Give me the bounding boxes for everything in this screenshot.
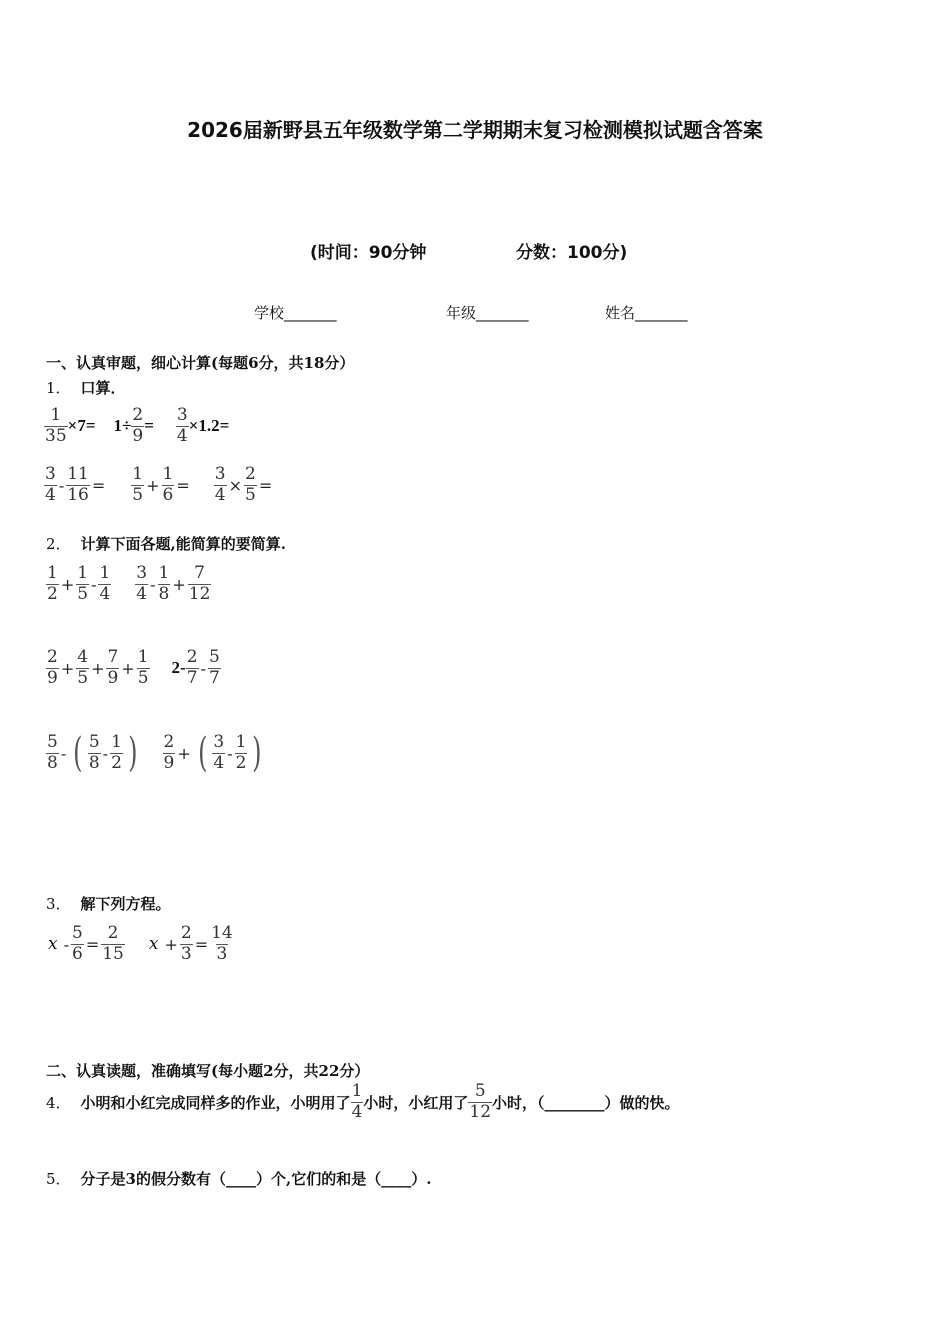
operator: ×1.2= [188,416,230,436]
fraction: $\frac{1}{2}$ [47,563,58,604]
q2-row-2 [46,648,221,688]
operator: - [58,475,65,495]
operator: - [60,743,67,763]
question-text: 解下列方程。 [80,895,171,913]
fraction: $\frac{2}{9}$ [163,732,175,773]
operator: = [85,934,100,954]
q2-row-1 [46,564,211,604]
grade-field[interactable]: 年级_______ [446,304,529,322]
fraction: $\frac{2}{3}$ [180,923,192,964]
operator: - [200,658,206,678]
question-text: 分子是3的假分数有（____）个,它们的和是（____）. [80,1170,432,1188]
fraction: $\frac{3}{4}$ [213,732,225,773]
q3-row [48,924,234,964]
name-field[interactable]: 姓名_______ [605,304,688,322]
question-1 [46,377,126,398]
fraction: $\frac{2}{9}$ [47,647,58,688]
fraction: $\frac{5}{6}$ [72,923,83,964]
operator: + [60,658,75,678]
question-text: 小时，（________）做的快。 [492,1093,680,1112]
operator: ×7= [67,416,96,436]
variable-x: x [148,934,159,955]
q1-row-2: $\frac{3}{4}$ - $\frac{11}{16}$ = $\frac{1}{5}$ + $\frac{1}{6}$ = $\frac{3}{4}$ × $\frac{2}{5}$ = [45,464,273,505]
operator: = [91,475,106,495]
question-text: 口算． [80,379,126,397]
fraction: $\frac{5}{8}$ [88,732,100,773]
operator: - [91,574,97,594]
question-2 [46,533,286,554]
fraction: $\frac{2}{5}$ [244,464,256,505]
operator: + [60,574,75,594]
question-text: 小时，小红用了 [363,1093,469,1112]
fraction: $\frac{5}{7}$ [208,647,220,688]
question-number: 4． [46,1093,71,1112]
fraction: $\frac{3}{4}$ [176,405,188,446]
fraction: $\frac{1}{2}$ [235,732,247,773]
fraction: $\frac{1}{6}$ [162,464,174,505]
operator: + [146,475,160,495]
operator: + [164,934,178,954]
fraction: $\frac{2}{9}$ [132,405,144,446]
operator: + [121,658,135,678]
q1-row-1 [44,406,229,446]
school-field[interactable]: 学校_______ [254,304,337,322]
exam-score: 分数：100分) [516,243,628,263]
operator: - [63,934,69,954]
operator: = [176,475,190,495]
page-title: 2026届新野县五年级数学第二学期期末复习检测模拟试题含答案 [187,118,763,142]
fraction: $\frac{3}{4}$ [214,464,226,505]
fraction: $\frac{1}{35}$ [45,405,67,446]
question-3 [46,893,171,914]
exam-time: (时间：90分钟 [310,243,427,263]
fraction: $\frac{1}{5}$ [132,464,144,505]
fraction: $\frac{4}{5}$ [77,647,89,688]
operator: + [177,743,191,763]
section-1-title: 一、认真审题，细心计算(每题6分，共18分） [46,354,355,372]
operator: - [150,574,156,594]
operator: 2- [171,658,186,678]
question-4 [46,1082,680,1122]
section-2-title: 二、认真读题，准确填写(每小题2分，共22分） [46,1062,370,1080]
operator: - [227,743,233,763]
question-text: 小明和小红完成同样多的作业，小明用了 [80,1093,351,1112]
fraction: $\frac{7}{12}$ [188,563,211,604]
fraction: $\frac{1}{4}$ [99,563,111,604]
fraction: $\frac{14}{3}$ [211,923,233,964]
question-number: 3． [46,895,71,913]
operator: + [172,574,186,594]
q2-row-3: $\frac{5}{8}$ - ( $\frac{5}{8}$ - $\frac{1}{2}$ ) $\frac{2}{9}$ + ( $\frac{3}{4}$ - $\frac{1}{2}$ ) [47,730,262,777]
operator: = [258,475,273,495]
fraction: $\frac{3}{4}$ [136,563,148,604]
fraction: $\frac{1}{4}$ [351,1081,363,1122]
fraction: $\frac{1}{2}$ [111,732,122,773]
fraction: $\frac{5}{8}$ [47,732,58,773]
question-number: 1． [46,379,71,397]
fraction: $\frac{11}{16}$ [67,464,89,505]
operator: - [102,743,109,763]
fraction: $\frac{1}{8}$ [158,563,170,604]
variable-x: x [48,934,58,955]
question-number: 5． [46,1170,71,1188]
operator: = [194,934,209,954]
fraction: $\frac{5}{12}$ [469,1081,492,1122]
fraction: $\frac{1}{5}$ [77,563,89,604]
operator: = [144,416,154,436]
operator: 1÷ [113,416,132,436]
fraction: $\frac{2}{15}$ [102,923,124,964]
operator: + [91,658,105,678]
fraction: $\frac{3}{4}$ [45,464,56,505]
question-text: 计算下面各题,能简算的要简算. [80,535,286,553]
question-number: 2． [46,535,71,553]
fraction: $\frac{1}{5}$ [137,647,149,688]
fraction: $\frac{2}{7}$ [186,647,198,688]
fraction: $\frac{7}{9}$ [107,647,119,688]
question-5 [46,1168,431,1189]
